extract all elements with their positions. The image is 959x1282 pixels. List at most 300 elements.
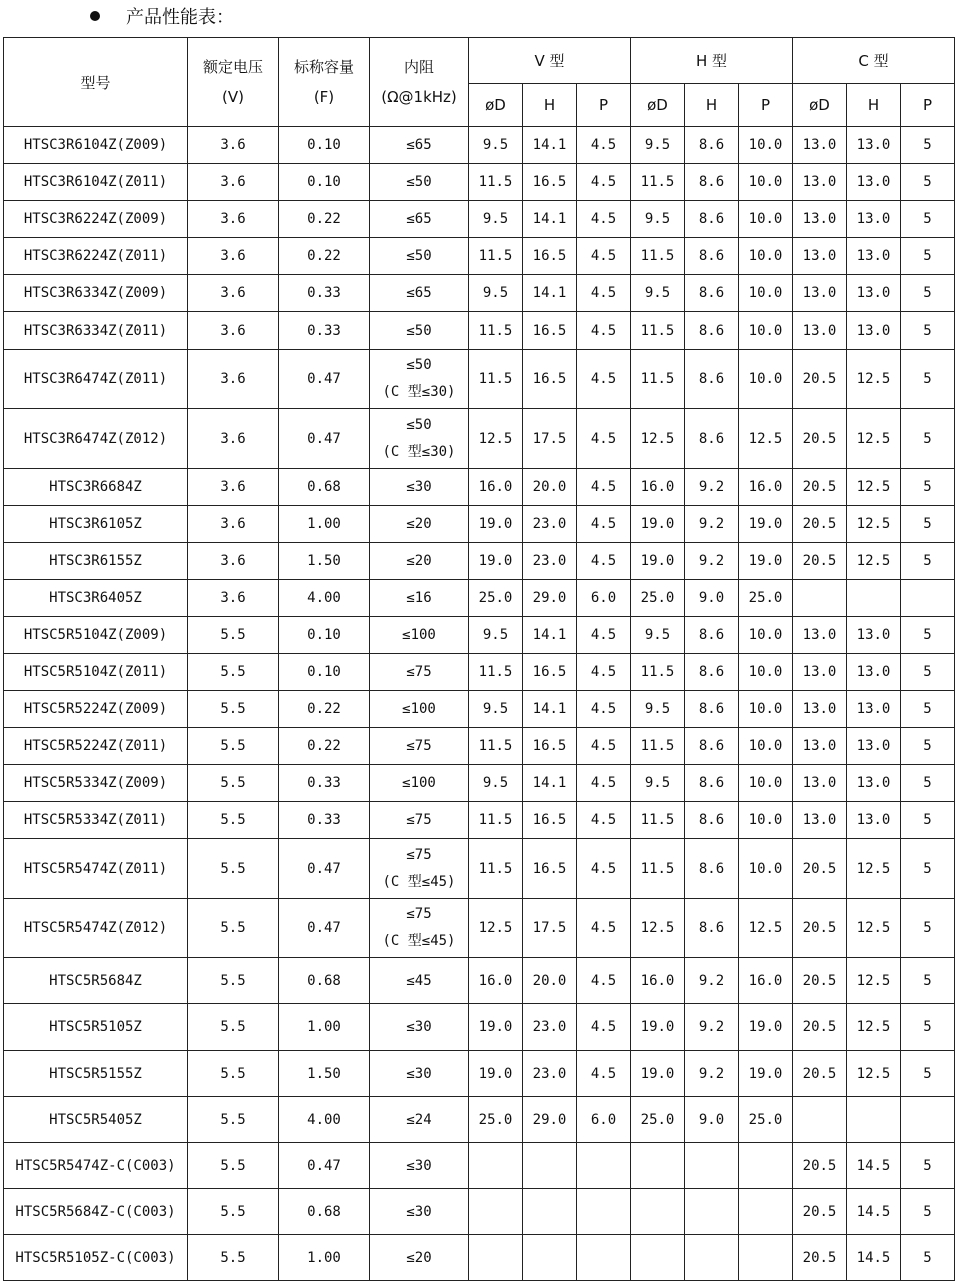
sub-header-h-diameter: øD: [631, 84, 685, 127]
cell-v-height: 14.1: [523, 275, 577, 312]
table-row: [4, 899, 955, 958]
cell-v-diameter: 9.5: [469, 765, 523, 802]
cell-c-diameter: 13.0: [793, 802, 847, 839]
cell-h-pitch: 10.0: [739, 617, 793, 654]
cell-model: HTSC5R5224Z(Z011): [4, 728, 188, 765]
cell-v-height: 23.0: [523, 506, 577, 543]
cell-resistance: [370, 899, 469, 958]
cell-h-height: 8.6: [685, 802, 739, 839]
cell-h-diameter: 11.5: [631, 654, 685, 691]
cell-model: HTSC5R5224Z(Z009): [4, 691, 188, 728]
table-row: [4, 350, 955, 409]
cell-v-diameter: 12.5: [469, 899, 523, 958]
cell-h-pitch: 19.0: [739, 543, 793, 580]
cell-h-pitch: 10.0: [739, 312, 793, 350]
col-header-voltage: [188, 38, 279, 127]
sub-header-h-height: H: [685, 84, 739, 127]
cell-v-height: [523, 1189, 577, 1235]
cell-v-height: 14.1: [523, 127, 577, 164]
cell-h-pitch: 10.0: [739, 201, 793, 238]
cell-c-height: 12.5: [847, 469, 901, 506]
sub-header-v-diameter: øD: [469, 84, 523, 127]
cell-capacity: 1.50: [279, 543, 370, 580]
cell-h-pitch: 10.0: [739, 839, 793, 899]
cell-model: HTSC3R6104Z(Z009): [4, 127, 188, 164]
cell-h-height: 9.2: [685, 958, 739, 1004]
cell-voltage: 3.6: [188, 506, 279, 543]
cell-resistance: ≤24: [370, 1097, 469, 1143]
cell-v-height: 23.0: [523, 543, 577, 580]
cell-h-diameter: 25.0: [631, 580, 685, 617]
performance-table: [3, 37, 955, 1281]
cell-h-height: [685, 1235, 739, 1281]
table-body: [4, 127, 955, 1281]
cell-v-height: 16.5: [523, 312, 577, 350]
cell-c-height: 13.0: [847, 238, 901, 275]
cell-c-height: 13.0: [847, 802, 901, 839]
sub-header-c-height: H: [847, 84, 901, 127]
cell-c-pitch: 5: [901, 1189, 955, 1235]
cell-capacity: 0.33: [279, 802, 370, 839]
cell-c-height: 13.0: [847, 728, 901, 765]
cell-capacity: 0.68: [279, 958, 370, 1004]
table-row: [4, 469, 955, 506]
cell-model: HTSC5R5104Z(Z011): [4, 654, 188, 691]
cell-c-height: 13.0: [847, 275, 901, 312]
table-row: [4, 1235, 955, 1281]
cell-resistance: ≤75: [370, 802, 469, 839]
cell-h-diameter: 11.5: [631, 728, 685, 765]
cell-c-diameter: 13.0: [793, 728, 847, 765]
sub-header-h-pitch: P: [739, 84, 793, 127]
cell-v-diameter: 12.5: [469, 409, 523, 469]
cell-voltage: 3.6: [188, 201, 279, 238]
cell-c-pitch: 5: [901, 1235, 955, 1281]
table-row: [4, 238, 955, 275]
cell-v-height: 16.5: [523, 802, 577, 839]
cell-v-diameter: 11.5: [469, 802, 523, 839]
cell-model: HTSC3R6155Z: [4, 543, 188, 580]
cell-c-pitch: 5: [901, 127, 955, 164]
cell-h-height: 8.6: [685, 617, 739, 654]
cell-voltage: 3.6: [188, 580, 279, 617]
cell-h-pitch: 16.0: [739, 469, 793, 506]
cell-c-diameter: [793, 1097, 847, 1143]
cell-h-height: 8.6: [685, 899, 739, 958]
cell-v-pitch: 4.5: [577, 409, 631, 469]
cell-v-pitch: 4.5: [577, 654, 631, 691]
cell-resistance: ≤20: [370, 543, 469, 580]
cell-v-height: 23.0: [523, 1051, 577, 1097]
cell-model: HTSC5R5155Z: [4, 1051, 188, 1097]
cell-v-pitch: 4.5: [577, 1004, 631, 1051]
cell-h-height: 9.0: [685, 1097, 739, 1143]
cell-h-height: 8.6: [685, 201, 739, 238]
cell-c-height: 13.0: [847, 691, 901, 728]
resistance-value: ≤75: [406, 846, 432, 863]
cell-c-height: [847, 1097, 901, 1143]
cell-h-pitch: [739, 1235, 793, 1281]
cell-resistance: ≤75: [370, 654, 469, 691]
cell-resistance: ≤50: [370, 164, 469, 201]
cell-h-height: 9.2: [685, 1051, 739, 1097]
cell-capacity: 1.00: [279, 1004, 370, 1051]
resistance-value: ≤75: [406, 906, 432, 922]
cell-h-diameter: 19.0: [631, 1051, 685, 1097]
cell-v-pitch: 4.5: [577, 839, 631, 899]
cell-voltage: 3.6: [188, 409, 279, 469]
cell-c-diameter: 13.0: [793, 654, 847, 691]
cell-h-diameter: 19.0: [631, 543, 685, 580]
table-row: [4, 201, 955, 238]
cell-c-height: 12.5: [847, 1004, 901, 1051]
cell-resistance: ≤50: [370, 312, 469, 350]
cell-voltage: 3.6: [188, 164, 279, 201]
cell-model: HTSC3R6224Z(Z011): [4, 238, 188, 275]
cell-c-diameter: 13.0: [793, 127, 847, 164]
cell-c-diameter: [793, 580, 847, 617]
cell-c-diameter: 13.0: [793, 238, 847, 275]
cell-h-diameter: 16.0: [631, 469, 685, 506]
cell-v-height: 16.5: [523, 164, 577, 201]
cell-c-pitch: 5: [901, 409, 955, 469]
cell-h-diameter: 16.0: [631, 958, 685, 1004]
cell-model: HTSC3R6334Z(Z009): [4, 275, 188, 312]
cell-model: HTSC3R6405Z: [4, 580, 188, 617]
cell-resistance: ≤100: [370, 691, 469, 728]
cell-voltage: 5.5: [188, 1189, 279, 1235]
table-row: [4, 164, 955, 201]
cell-resistance: ≤45: [370, 958, 469, 1004]
cell-voltage: 5.5: [188, 958, 279, 1004]
section-title: 产品性能表：: [126, 7, 234, 28]
table-row: [4, 506, 955, 543]
cell-capacity: 0.10: [279, 164, 370, 201]
cell-v-pitch: 4.5: [577, 543, 631, 580]
cell-h-height: 8.6: [685, 765, 739, 802]
resistance-value: ≤50: [406, 416, 432, 433]
cell-v-height: 29.0: [523, 580, 577, 617]
cell-v-pitch: 4.5: [577, 958, 631, 1004]
cell-h-diameter: 11.5: [631, 164, 685, 201]
cell-c-pitch: 5: [901, 899, 955, 958]
cell-c-diameter: 13.0: [793, 275, 847, 312]
cell-voltage: 5.5: [188, 802, 279, 839]
cell-voltage: 5.5: [188, 617, 279, 654]
cell-model: HTSC5R5474Z(Z011): [4, 839, 188, 899]
cell-capacity: 0.68: [279, 1189, 370, 1235]
table-row: [4, 654, 955, 691]
cell-h-pitch: [739, 1189, 793, 1235]
section-heading: [90, 2, 234, 30]
cell-v-diameter: 19.0: [469, 543, 523, 580]
cell-model: HTSC3R6224Z(Z009): [4, 201, 188, 238]
cell-voltage: 3.6: [188, 238, 279, 275]
cell-c-height: 13.0: [847, 765, 901, 802]
sub-header-v-pitch: P: [577, 84, 631, 127]
cell-h-pitch: 10.0: [739, 802, 793, 839]
cell-resistance: ≤30: [370, 1004, 469, 1051]
cell-v-height: [523, 1235, 577, 1281]
cell-v-pitch: 4.5: [577, 127, 631, 164]
cell-v-diameter: 25.0: [469, 580, 523, 617]
cell-capacity: 0.22: [279, 728, 370, 765]
cell-voltage: 3.6: [188, 350, 279, 409]
cell-capacity: 4.00: [279, 1097, 370, 1143]
cell-voltage: 5.5: [188, 728, 279, 765]
cell-c-pitch: 5: [901, 839, 955, 899]
cell-c-pitch: 5: [901, 312, 955, 350]
cell-resistance: ≤65: [370, 201, 469, 238]
cell-v-height: 14.1: [523, 765, 577, 802]
cell-v-pitch: 4.5: [577, 728, 631, 765]
table-row: [4, 1004, 955, 1051]
cell-v-diameter: 9.5: [469, 617, 523, 654]
cell-c-diameter: 20.5: [793, 1004, 847, 1051]
cell-c-pitch: 5: [901, 543, 955, 580]
cell-model: HTSC5R5474Z-C(C003): [4, 1143, 188, 1189]
cell-v-diameter: 11.5: [469, 164, 523, 201]
cell-v-height: 16.5: [523, 728, 577, 765]
cell-v-diameter: 25.0: [469, 1097, 523, 1143]
cell-h-pitch: 10.0: [739, 350, 793, 409]
cell-v-diameter: 11.5: [469, 728, 523, 765]
cell-v-pitch: 4.5: [577, 164, 631, 201]
cell-v-pitch: 4.5: [577, 617, 631, 654]
cell-v-diameter: 9.5: [469, 201, 523, 238]
cell-c-diameter: 20.5: [793, 506, 847, 543]
cell-v-height: 29.0: [523, 1097, 577, 1143]
cell-voltage: 5.5: [188, 839, 279, 899]
cell-capacity: 0.47: [279, 350, 370, 409]
sub-header-c-diameter: øD: [793, 84, 847, 127]
cell-v-pitch: 4.5: [577, 506, 631, 543]
table-row: [4, 765, 955, 802]
cell-capacity: 1.00: [279, 1235, 370, 1281]
cell-c-pitch: 5: [901, 238, 955, 275]
cell-c-height: 13.0: [847, 312, 901, 350]
cell-v-height: 16.5: [523, 839, 577, 899]
cell-voltage: 5.5: [188, 654, 279, 691]
cell-h-height: 8.6: [685, 728, 739, 765]
cell-v-pitch: 4.5: [577, 802, 631, 839]
cell-h-height: 8.6: [685, 238, 739, 275]
cell-resistance: ≤30: [370, 1143, 469, 1189]
cell-c-pitch: 5: [901, 958, 955, 1004]
cell-resistance: ≤30: [370, 1051, 469, 1097]
cell-h-pitch: 12.5: [739, 409, 793, 469]
cell-model: HTSC5R5104Z(Z009): [4, 617, 188, 654]
cell-v-height: 17.5: [523, 899, 577, 958]
cell-v-pitch: [577, 1189, 631, 1235]
cell-v-pitch: [577, 1235, 631, 1281]
cell-model: HTSC5R5105Z-C(C003): [4, 1235, 188, 1281]
cell-voltage: 3.6: [188, 312, 279, 350]
cell-c-pitch: [901, 580, 955, 617]
cell-capacity: 0.47: [279, 409, 370, 469]
cell-c-height: 13.0: [847, 654, 901, 691]
cell-c-height: 13.0: [847, 127, 901, 164]
cell-c-pitch: 5: [901, 1004, 955, 1051]
resistance-note: (C 型≤45): [382, 873, 456, 890]
cell-c-pitch: 5: [901, 275, 955, 312]
cell-model: HTSC5R5684Z-C(C003): [4, 1189, 188, 1235]
cell-resistance: ≤75: [370, 728, 469, 765]
cell-resistance: ≤65: [370, 127, 469, 164]
bullet-icon: [90, 11, 100, 21]
table-row: [4, 958, 955, 1004]
cell-c-pitch: 5: [901, 765, 955, 802]
cell-c-diameter: 20.5: [793, 958, 847, 1004]
col-header-type-v: V 型: [469, 38, 631, 84]
cell-resistance: [370, 350, 469, 409]
cell-h-height: 8.6: [685, 409, 739, 469]
capacity-unit: (F): [313, 88, 335, 106]
cell-h-pitch: 10.0: [739, 765, 793, 802]
cell-c-pitch: 5: [901, 617, 955, 654]
table-row: [4, 1051, 955, 1097]
cell-h-diameter: 11.5: [631, 238, 685, 275]
col-header-type-h: H 型: [631, 38, 793, 84]
cell-c-pitch: 5: [901, 201, 955, 238]
cell-v-diameter: 16.0: [469, 469, 523, 506]
cell-c-height: 12.5: [847, 409, 901, 469]
cell-v-pitch: 4.5: [577, 275, 631, 312]
cell-v-diameter: 9.5: [469, 691, 523, 728]
cell-h-pitch: 19.0: [739, 1004, 793, 1051]
cell-h-diameter: 11.5: [631, 350, 685, 409]
cell-h-pitch: 19.0: [739, 1051, 793, 1097]
cell-v-diameter: 11.5: [469, 839, 523, 899]
cell-c-diameter: 20.5: [793, 350, 847, 409]
cell-h-diameter: 9.5: [631, 201, 685, 238]
cell-h-diameter: [631, 1235, 685, 1281]
voltage-label: 额定电压: [202, 58, 263, 76]
cell-c-diameter: 13.0: [793, 201, 847, 238]
cell-h-height: 9.2: [685, 506, 739, 543]
cell-model: HTSC5R5405Z: [4, 1097, 188, 1143]
cell-c-diameter: 20.5: [793, 1051, 847, 1097]
cell-v-diameter: 19.0: [469, 1004, 523, 1051]
cell-h-diameter: 9.5: [631, 127, 685, 164]
table-row: [4, 543, 955, 580]
cell-c-diameter: 20.5: [793, 899, 847, 958]
table-row: [4, 1189, 955, 1235]
cell-v-diameter: 16.0: [469, 958, 523, 1004]
cell-capacity: 4.00: [279, 580, 370, 617]
cell-c-diameter: 20.5: [793, 409, 847, 469]
cell-v-height: 16.5: [523, 654, 577, 691]
cell-v-height: 14.1: [523, 691, 577, 728]
cell-c-height: 14.5: [847, 1143, 901, 1189]
cell-v-diameter: 9.5: [469, 275, 523, 312]
cell-model: HTSC3R6104Z(Z011): [4, 164, 188, 201]
table-row: [4, 691, 955, 728]
cell-v-diameter: [469, 1235, 523, 1281]
cell-model: HTSC5R5684Z: [4, 958, 188, 1004]
resistance-note: (C 型≤45): [382, 933, 456, 949]
cell-resistance: ≤65: [370, 275, 469, 312]
cell-h-pitch: 10.0: [739, 654, 793, 691]
sub-header-c-pitch: P: [901, 84, 955, 127]
table-row: [4, 1097, 955, 1143]
cell-h-pitch: 10.0: [739, 127, 793, 164]
table-row: [4, 312, 955, 350]
cell-voltage: 5.5: [188, 1143, 279, 1189]
cell-v-diameter: 11.5: [469, 654, 523, 691]
cell-voltage: 3.6: [188, 543, 279, 580]
col-header-type-c: C 型: [793, 38, 955, 84]
cell-model: HTSC3R6474Z(Z012): [4, 409, 188, 469]
cell-v-pitch: 4.5: [577, 691, 631, 728]
cell-h-height: 8.6: [685, 312, 739, 350]
cell-model: HTSC3R6684Z: [4, 469, 188, 506]
cell-capacity: 0.22: [279, 201, 370, 238]
cell-c-height: 13.0: [847, 617, 901, 654]
cell-c-diameter: 20.5: [793, 543, 847, 580]
cell-h-diameter: 19.0: [631, 506, 685, 543]
cell-v-height: 23.0: [523, 1004, 577, 1051]
cell-h-pitch: 10.0: [739, 691, 793, 728]
cell-v-height: 16.5: [523, 350, 577, 409]
cell-voltage: 5.5: [188, 691, 279, 728]
table-row: [4, 728, 955, 765]
resistance-value: ≤50: [406, 357, 432, 373]
cell-h-pitch: 25.0: [739, 1097, 793, 1143]
cell-voltage: 3.6: [188, 469, 279, 506]
cell-h-height: 9.0: [685, 580, 739, 617]
cell-c-pitch: [901, 1097, 955, 1143]
cell-model: HTSC3R6334Z(Z011): [4, 312, 188, 350]
cell-h-height: 9.2: [685, 1004, 739, 1051]
cell-model: HTSC3R6105Z: [4, 506, 188, 543]
cell-c-diameter: 13.0: [793, 164, 847, 201]
voltage-unit: (V): [222, 88, 244, 106]
cell-resistance: [370, 839, 469, 899]
cell-h-diameter: 9.5: [631, 617, 685, 654]
cell-v-pitch: 4.5: [577, 350, 631, 409]
cell-c-diameter: 13.0: [793, 312, 847, 350]
cell-c-height: 14.5: [847, 1189, 901, 1235]
cell-capacity: 0.10: [279, 654, 370, 691]
cell-model: HTSC5R5474Z(Z012): [4, 899, 188, 958]
cell-c-height: 12.5: [847, 350, 901, 409]
cell-h-pitch: 16.0: [739, 958, 793, 1004]
table-row: [4, 127, 955, 164]
cell-h-pitch: 10.0: [739, 238, 793, 275]
cell-v-height: 20.0: [523, 469, 577, 506]
cell-c-pitch: 5: [901, 728, 955, 765]
cell-v-pitch: 4.5: [577, 238, 631, 275]
col-header-model: 型号: [4, 38, 188, 127]
cell-model: HTSC3R6474Z(Z011): [4, 350, 188, 409]
resistance-note: (C 型≤30): [382, 384, 456, 400]
table-row: [4, 802, 955, 839]
cell-capacity: 0.22: [279, 238, 370, 275]
cell-v-diameter: 19.0: [469, 1051, 523, 1097]
cell-h-diameter: 12.5: [631, 409, 685, 469]
cell-h-diameter: [631, 1143, 685, 1189]
cell-h-diameter: 9.5: [631, 765, 685, 802]
cell-v-diameter: 11.5: [469, 238, 523, 275]
cell-voltage: 5.5: [188, 1097, 279, 1143]
cell-v-pitch: 4.5: [577, 765, 631, 802]
resistance-label: 内阻: [403, 58, 434, 76]
cell-v-pitch: 6.0: [577, 1097, 631, 1143]
cell-c-height: 12.5: [847, 1051, 901, 1097]
cell-c-pitch: 5: [901, 1143, 955, 1189]
cell-resistance: ≤100: [370, 765, 469, 802]
